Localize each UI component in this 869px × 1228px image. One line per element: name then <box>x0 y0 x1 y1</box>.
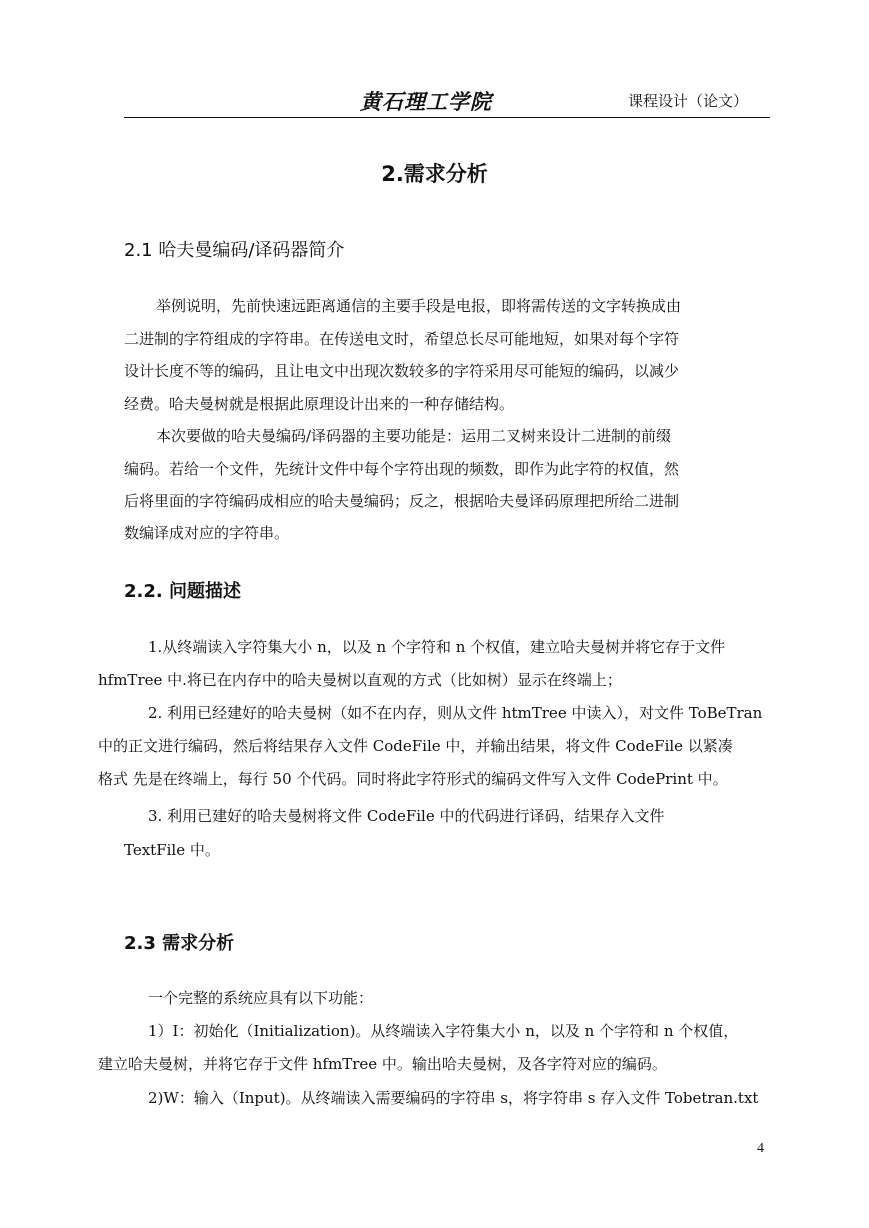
institution-logo-text: 黄石理工学院 <box>360 89 492 114</box>
paragraph-line: hfmTree 中.将已在内存中的哈夫曼树以直观的方式（比如树）显示在终端上； <box>98 671 622 689</box>
paragraph-line: 2)W：输入（Input)。从终端读入需要编码的字符串 s，将字符串 s 存入文件 Tobetran.txt <box>148 1089 759 1107</box>
chapter-title: 2.需求分析 <box>381 162 488 186</box>
paragraph-line: 1.从终端读入字符集大小 n，以及 n 个字符和 n 个权值，建立哈夫曼树并将它存于文件 <box>148 638 726 656</box>
paragraph-line: 2. 利用已经建好的哈夫曼树（如不在内存，则从文件 htmTree 中读入），对文件 ToBeTran <box>148 704 763 722</box>
paragraph-line: 3. 利用已建好的哈夫曼树将文件 CodeFile 中的代码进行译码，结果存入文件 <box>148 807 665 825</box>
paragraph-line: 后将里面的字符编码成相应的哈夫曼编码；反之，根据哈夫曼译码原理把所给二进制 <box>124 492 680 510</box>
paragraph-line: 一个完整的系统应具有以下功能： <box>148 989 374 1007</box>
paragraph-line: 二进制的字符组成的字符串。在传送电文时，希望总长尽可能地短，如果对每个字符 <box>124 330 680 348</box>
paragraph-line: 中的正文进行编码，然后将结果存入文件 CodeFile 中，并输出结果，将文件 CodeFile 以紧凑 <box>98 737 733 755</box>
section-title-2-1: 2.1 哈夫曼编码/译码器简介 <box>124 240 345 261</box>
paragraph-line: 数编译成对应的字符串。 <box>124 524 290 542</box>
paragraph-line: 本次要做的哈夫曼编码/译码器的主要功能是：运用二叉树来设计二进制的前缀 <box>156 427 672 445</box>
paragraph-line: 格式 先是在终端上，每行 50 个代码。同时将此字符形式的编码文件写入文件 CodePrint 中。 <box>98 770 728 788</box>
header-divider <box>124 117 770 118</box>
paragraph-line: 编码。若给一个文件，先统计文件中每个字符出现的频数，即作为此字符的权值，然 <box>124 460 680 478</box>
paragraph-line: 1）I：初始化（Initialization)。从终端读入字符集大小 n，以及 n 个字符和 n 个权值， <box>148 1022 739 1040</box>
section-title-2-3: 2.3 需求分析 <box>124 933 235 954</box>
paragraph-line: 举例说明，先前快速远距离通信的主要手段是电报，即将需传送的文字转换成由 <box>156 297 682 315</box>
paragraph-line: 设计长度不等的编码，且让电文中出现次数较多的字符采用尽可能短的编码，以减少 <box>124 362 680 380</box>
page-number: 4 <box>757 1141 764 1156</box>
section-title-2-2: 2.2. 问题描述 <box>124 581 241 602</box>
header-course-label: 课程设计（论文） <box>628 92 749 110</box>
paragraph-line: TextFile 中。 <box>124 841 220 859</box>
paragraph-line: 建立哈夫曼树，并将它存于文件 hfmTree 中。输出哈夫曼树，及各字符对应的编码。 <box>98 1055 667 1073</box>
paragraph-line: 经费。哈夫曼树就是根据此原理设计出来的一种存储结构。 <box>124 395 515 413</box>
